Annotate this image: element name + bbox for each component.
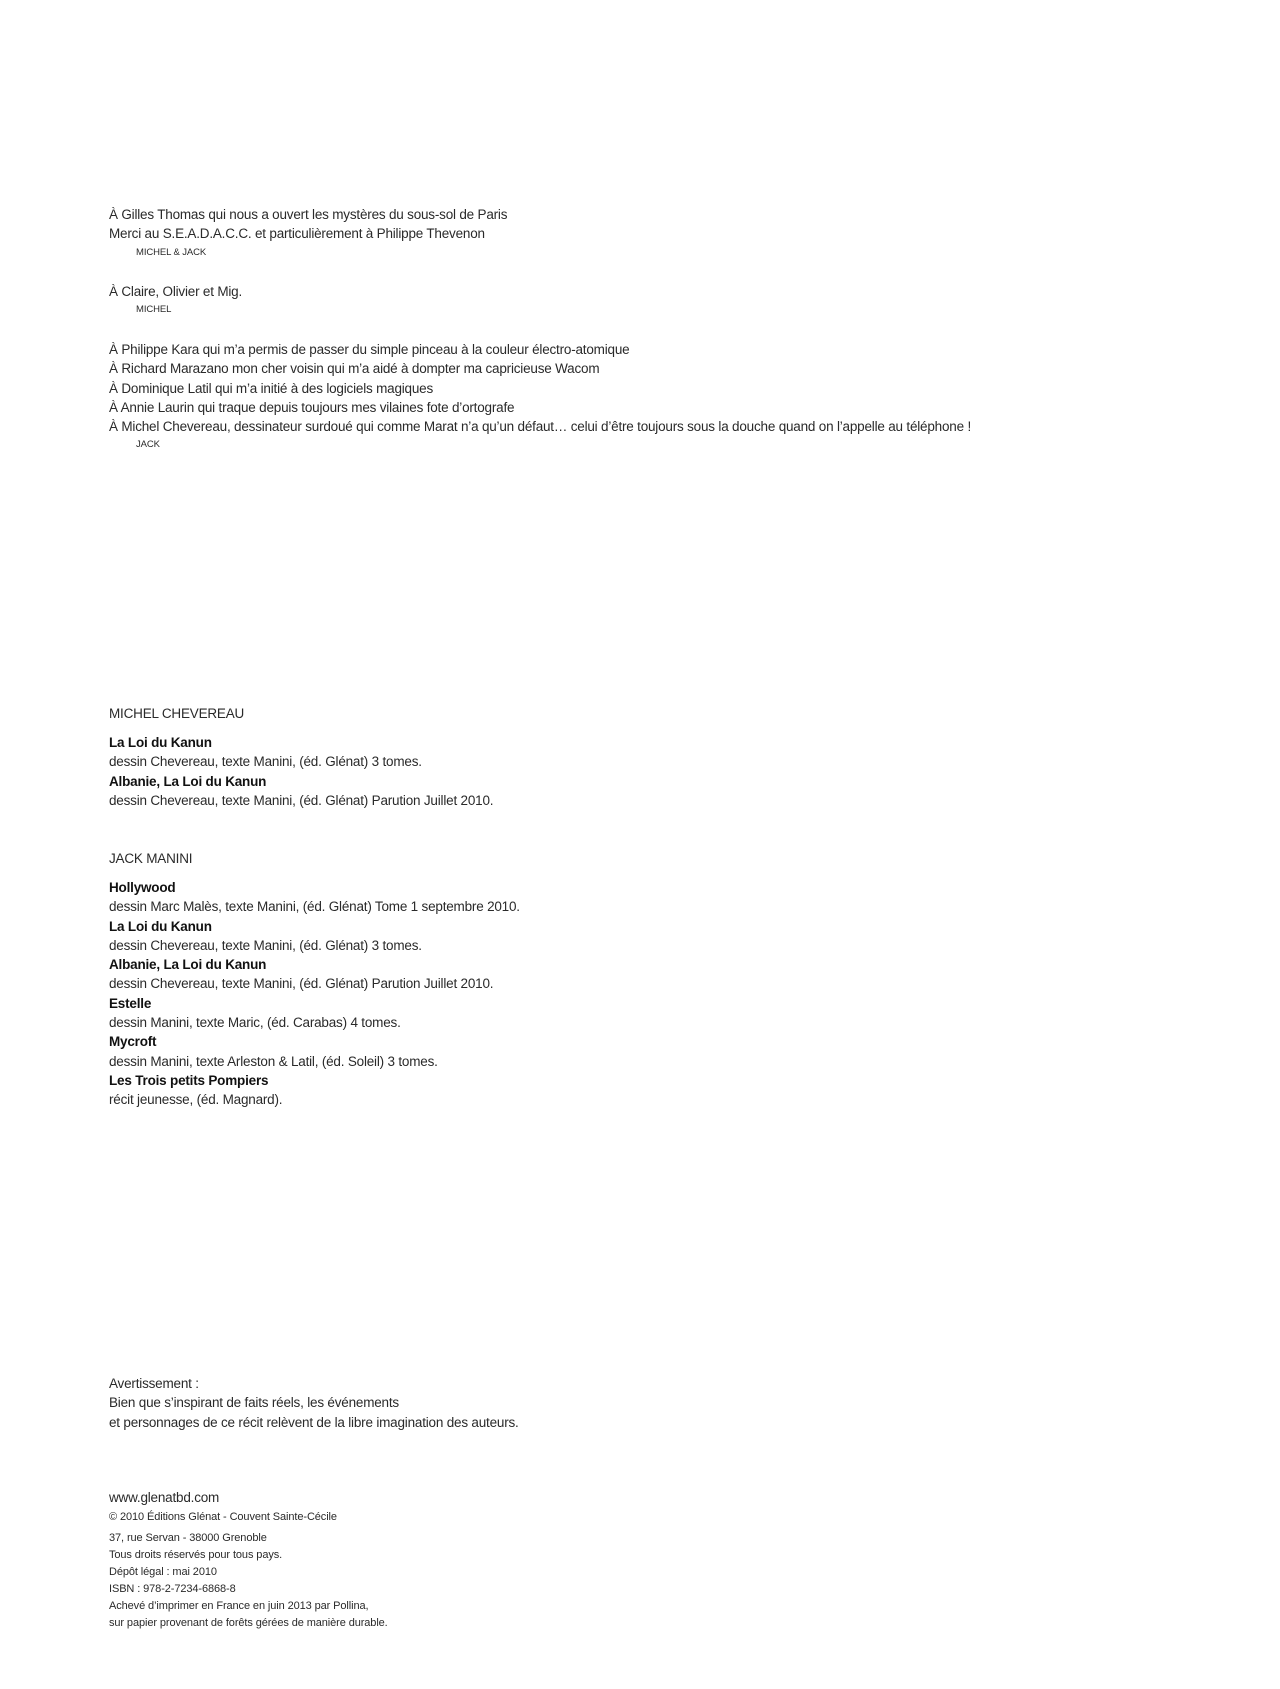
work-title: Albanie, La Loi du Kanun xyxy=(109,773,267,789)
dedication-signature: MICHEL xyxy=(136,304,172,316)
colophon-line: sur papier provenant de forêts gérées de manière durable. xyxy=(109,1617,388,1630)
bibliography-michel-chevereau xyxy=(109,704,493,810)
colophon-line: Achevé d’imprimer en France en juin 2013 par Pollina, xyxy=(109,1600,369,1613)
dedication-line: À Michel Chevereau, dessinateur surdoué qui comme Marat n’a qu’un défaut… celui d’être toujours sous la douche quand on l’appelle au téléphone ! xyxy=(109,419,972,435)
work-title: Estelle xyxy=(109,995,152,1011)
warning-block xyxy=(109,1374,519,1432)
work-title: Mycroft xyxy=(109,1034,157,1050)
dedication-line: À Richard Marazano mon cher voisin qui m’a aidé à dompter ma capricieuse Wacom xyxy=(109,361,600,377)
colophon-line: Dépôt légal : mai 2010 xyxy=(109,1566,217,1579)
dedication-block-2 xyxy=(109,282,242,317)
dedication-line: À Annie Laurin qui traque depuis toujours mes vilaines fote d’ortografe xyxy=(109,399,515,415)
work-detail: dessin Manini, texte Maric, (éd. Carabas) 4 tomes. xyxy=(109,1015,401,1031)
dedication-block-1 xyxy=(109,205,507,260)
work-title: La Loi du Kanun xyxy=(109,918,212,934)
dedication-line: À Gilles Thomas qui nous a ouvert les mystères du sous-sol de Paris xyxy=(109,207,508,222)
dedication-line: Merci au S.E.A.D.A.C.C. et particulièrement à Philippe Thevenon xyxy=(109,226,485,242)
dedication-line: À Dominique Latil qui m’a initié à des logiciels magiques xyxy=(109,380,434,396)
dedication-signature: JACK xyxy=(136,439,160,451)
warning-heading: Avertissement : xyxy=(109,1376,199,1391)
warning-line: Bien que s’inspirant de faits réels, les événements xyxy=(109,1395,399,1411)
colophon-line: 37, rue Servan - 38000 Grenoble xyxy=(109,1532,267,1545)
bibliography-jack-manini xyxy=(109,849,520,1110)
colophon-block xyxy=(109,1488,388,1632)
work-title: Albanie, La Loi du Kanun xyxy=(109,957,267,973)
colophon-line: ISBN : 978-2-7234-6868-8 xyxy=(109,1583,236,1596)
dedication-line: À Claire, Olivier et Mig. xyxy=(109,284,243,299)
warning-line: et personnages de ce récit relèvent de la libre imagination des auteurs. xyxy=(109,1414,519,1430)
work-detail: dessin Chevereau, texte Manini, (éd. Glénat) 3 tomes. xyxy=(109,937,422,953)
work-detail: dessin Chevereau, texte Manini, (éd. Glénat) 3 tomes. xyxy=(109,754,422,770)
work-detail: dessin Chevereau, texte Manini, (éd. Glénat) Parution Juillet 2010. xyxy=(109,976,494,992)
work-detail: dessin Chevereau, texte Manini, (éd. Glénat) Parution Juillet 2010. xyxy=(109,792,494,808)
author-heading: JACK MANINI xyxy=(109,851,193,866)
author-heading: MICHEL CHEVEREAU xyxy=(109,706,245,721)
work-title: Les Trois petits Pompiers xyxy=(109,1072,269,1088)
dedication-block-3 xyxy=(109,340,971,452)
work-title: Hollywood xyxy=(109,880,176,895)
dedication-signature: MICHEL & JACK xyxy=(136,246,207,258)
work-detail: dessin Manini, texte Arleston & Latil, (éd. Soleil) 3 tomes. xyxy=(109,1053,438,1069)
colophon-line: Tous droits réservés pour tous pays. xyxy=(109,1549,283,1562)
website-text: www.glenatbd.com xyxy=(109,1490,220,1505)
work-title: La Loi du Kanun xyxy=(109,735,212,750)
work-detail: dessin Marc Malès, texte Manini, (éd. Glénat) Tome 1 septembre 2010. xyxy=(109,899,520,915)
copyright-text: © 2010 Éditions Glénat - Couvent Sainte-Cécile xyxy=(109,1511,337,1524)
work-detail: récit jeunesse, (éd. Magnard). xyxy=(109,1092,283,1108)
dedication-line: À Philippe Kara qui m’a permis de passer du simple pinceau à la couleur électro-atomique xyxy=(109,342,630,357)
